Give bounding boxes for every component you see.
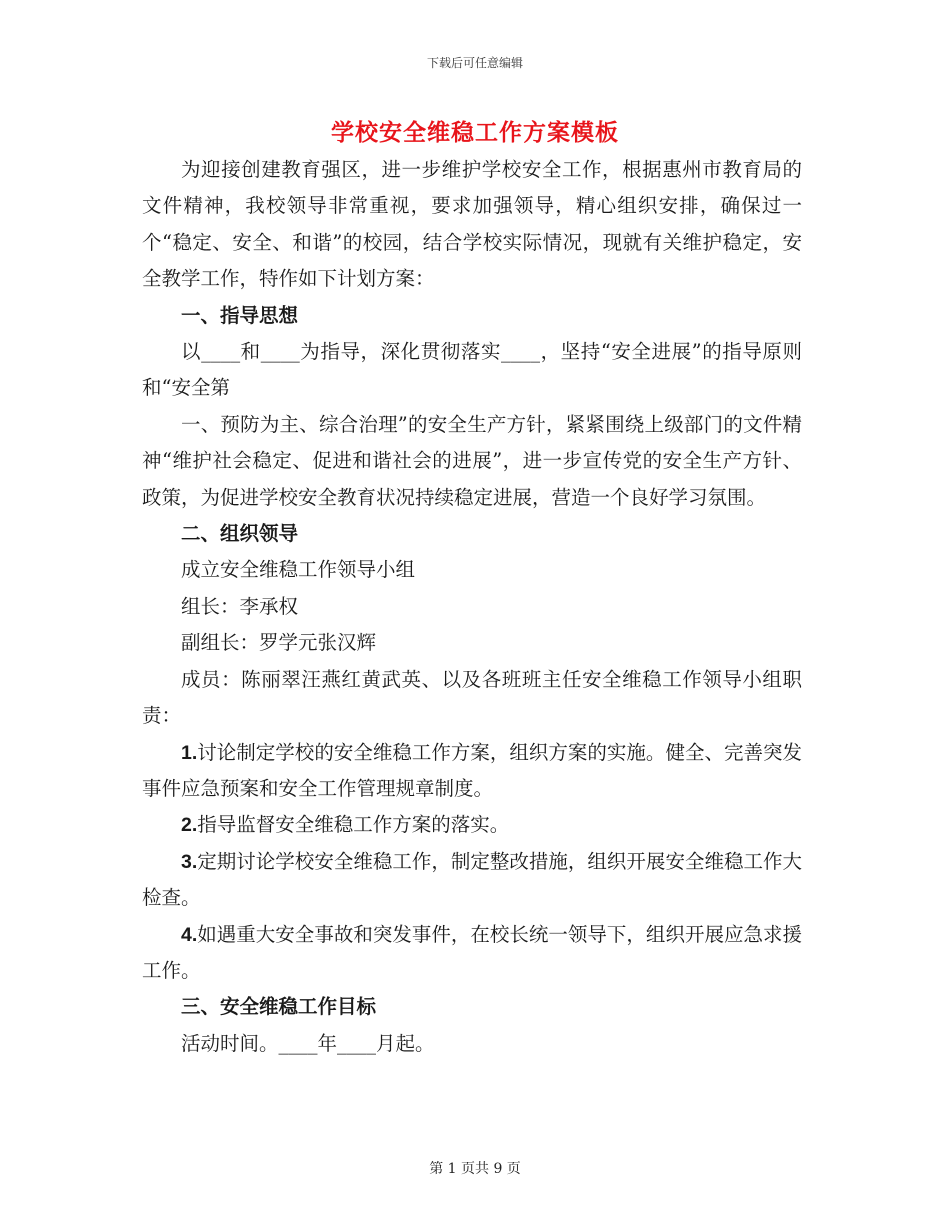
duty-item	[142, 844, 802, 917]
intro-paragraph: 为迎接创建教育强区，进一步维护学校安全工作，根据惠州市教育局的文件精神，我校领导非常重视，要求加强领导，精心组织安排，确保过一个“稳定、安全、和谐”的校园，结合学校实际情况，现就有关维护稳定，安全教学工作，特作如下计划方案：	[142, 158, 802, 291]
duty-text: 定期讨论学校安全维稳工作，制定整改措施，组织开展安全维稳工作大检查。	[142, 849, 802, 910]
duty-number: 1.	[181, 741, 198, 764]
organization-group: 成立安全维稳工作领导小组	[181, 558, 416, 582]
organization-members: 成员：陈丽翠汪燕红黄武英、以及各班班主任安全维稳工作领导小组职责：	[142, 667, 802, 728]
guiding-ideology-paragraph-1: 以____和____为指导，深化贯彻落实____，坚持“安全进展”的指导原则和“安全第	[142, 340, 802, 400]
section-heading-goals: 三、安全维稳工作目标	[181, 995, 377, 1019]
duty-item	[142, 735, 802, 808]
document-title: 学校安全维稳工作方案模板	[331, 119, 619, 146]
header-note: 下载后可任意编辑	[426, 56, 523, 70]
duty-item	[142, 807, 802, 843]
organization-deputy: 副组长：罗学元张汉辉	[181, 631, 377, 655]
guiding-ideology-paragraph-2: 一、预防为主、综合治理”的安全生产方针，紧紧围绕上级部门的文件精神“维护社会稳定、促进和谐社会的进展”，进一步宣传党的安全生产方针、政策，为促进学校安全教育状况持续稳定进展，营造一个良好学习氛围。	[142, 412, 802, 509]
section-heading-guiding-ideology: 一、指导思想	[181, 303, 299, 327]
duty-number: 4.	[181, 923, 198, 946]
duty-item	[142, 917, 802, 990]
section-heading-organization: 二、组织领导	[181, 522, 299, 546]
duty-text: 如遇重大安全事故和突发事件，在校长统一领导下，组织开展应急求援工作。	[142, 922, 802, 982]
duty-number: 2.	[181, 814, 198, 837]
duty-text: 讨论制定学校的安全维稳工作方案，组织方案的实施。健全、完善突发事件应急预案和安全工作管理规章制度。	[142, 740, 802, 800]
goals-paragraph-1: 活动时间。____年____月起。	[181, 1031, 435, 1055]
document-body	[142, 152, 802, 1062]
duty-number: 3.	[181, 850, 198, 873]
page-footer: 第 1 页共 9 页	[429, 1161, 521, 1177]
organization-leader: 组长：李承权	[181, 594, 299, 618]
duty-text: 指导监督安全维稳工作方案的落实。	[197, 813, 510, 837]
